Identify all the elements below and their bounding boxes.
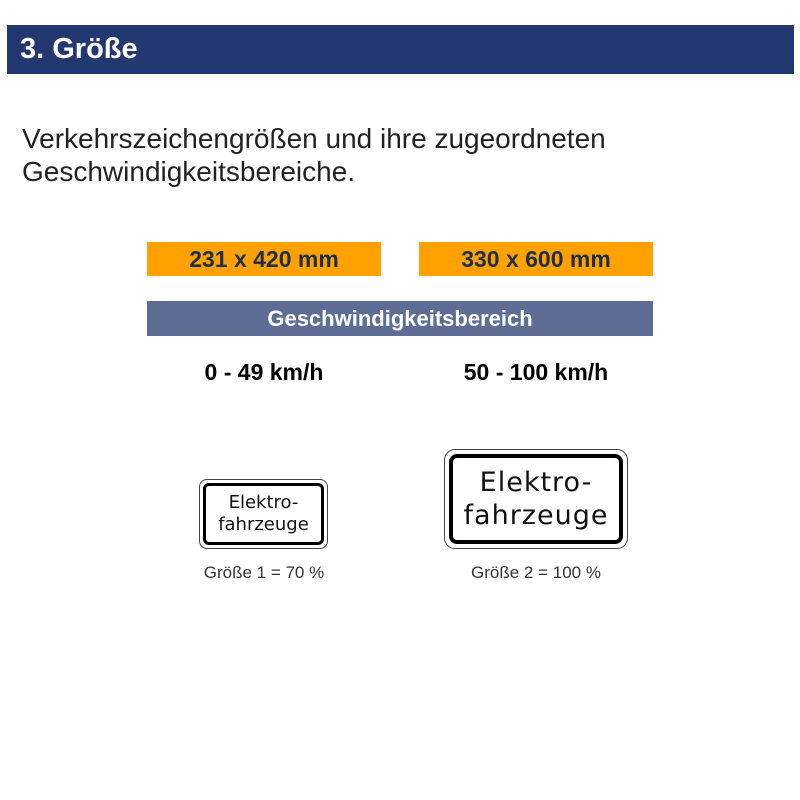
section-title: 3. Größe	[20, 33, 138, 65]
sign-text-line-2: fahrzeuge	[463, 500, 609, 531]
traffic-sign-size-2	[444, 449, 628, 549]
intro-text	[22, 122, 722, 188]
section-header	[7, 25, 794, 74]
traffic-sign-frame	[203, 483, 324, 545]
intro-line-1: Verkehrszeichengrößen und ihre zugeordneten	[22, 123, 606, 154]
sign-text-line-2: fahrzeuge	[218, 514, 309, 535]
size-label-1: 231 x 420 mm	[147, 242, 381, 276]
traffic-sign-frame	[449, 454, 623, 544]
size-caption-2: Größe 2 = 100 %	[471, 563, 601, 582]
size-caption-1: Größe 1 = 70 %	[203, 563, 325, 582]
speed-range-2: 50 - 100 km/h	[463, 359, 609, 385]
sign-text-line-1: Elektro-	[228, 492, 299, 513]
intro-line-2: Geschwindigkeitsbereiche.	[22, 156, 356, 187]
speed-range-1: 0 - 49 km/h	[204, 359, 324, 385]
sign-text-line-1: Elektro-	[479, 467, 593, 498]
size-label-2: 330 x 600 mm	[419, 242, 653, 276]
speed-range-header: Geschwindigkeitsbereich	[147, 301, 653, 336]
traffic-sign-size-1	[199, 479, 328, 549]
